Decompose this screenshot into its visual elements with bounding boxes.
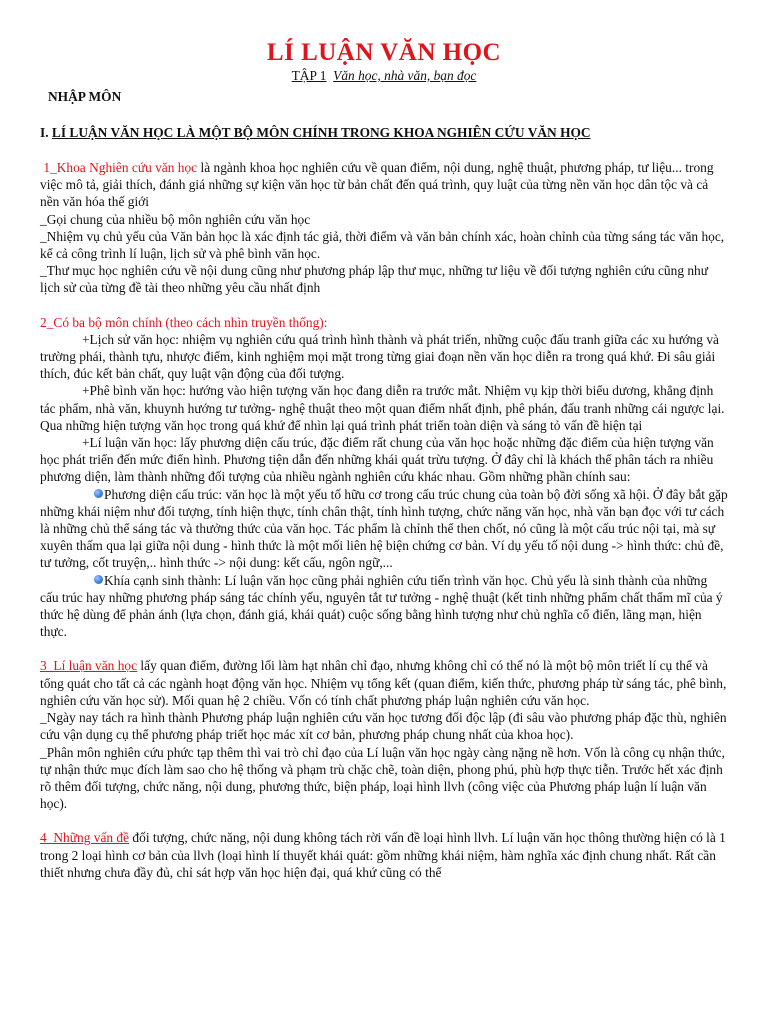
paragraph-4-lead: 4_Những vấn đề (40, 830, 130, 846)
intro-heading: NHẬP MÔN (48, 89, 122, 104)
section-1-title: LÍ LUẬN VĂN HỌC LÀ MỘT BỘ MÔN CHÍNH TRONG KHOA NGHIÊN CỨU VĂN HỌC (51, 125, 591, 140)
paragraph-2-history: +Lịch sử văn học: nhiệm vụ nghiên cứu quá trình hình thành và phát triển, những cuộc đấu tranh giữa các xu hướng và trường phái, thành tựu, nhược điểm, kinh nghiệm mọi mặt trong từng giai đoạn nền văn học diễn ra trong quá khứ. Đi sâu giải thích, đúc kết bản chất, quy luật vận động của đối tượng. (40, 331, 719, 382)
paragraph-1-line-3: _Nhiệm vụ chủ yếu của Văn bản học là xác định tác giả, thời điểm và văn bản chính xác, hoàn chỉnh của từng sáng tác văn học, kể cả công trình lí luận, lịch sử và phê bình văn học. (40, 228, 725, 262)
paragraph-4-main (40, 829, 728, 881)
paragraph-1-main (40, 159, 728, 211)
subtitle-topic: Văn học, nhà văn, bạn đọc (333, 68, 477, 83)
paragraph-3-line-2: _Ngày nay tách ra hình thành Phương pháp luận nghiên cứu văn học tương đối độc lập (đi sâu vào phương pháp đặc thù, nghiên cứu vận dụng cụ thể phương pháp triết học mác xít cơ bản, phương pháp chung nhất của khoa học). (40, 710, 727, 743)
paragraph-4-text: đối tượng, chức năng, nội dung không tách rời vấn đề loại hình llvh. Lí luận văn học thông thường hiện có là 1 trong 2 loại hình cơ bản của llvh (loại hình lí thuyết khái quát: gồm những khái niệm, hàm nghĩa xác định chung nhất. Rất cần thiết nhưng chưa đầy đủ, chỉ sát hợp văn học hiện đại, quá khứ cũng có thể (40, 830, 726, 880)
paragraph-4 (40, 829, 728, 881)
paragraph-1-line-4: _Thư mục học nghiên cứu về nội dung cũng như phương pháp lập thư mục, những tư liệu về đối tượng nghiên cứu cũng như lịch sử của từng đề tài theo những yêu cầu nhất định (40, 263, 709, 296)
paragraph-1 (40, 159, 728, 297)
subtitle-volume: TẬP 1 (291, 68, 327, 83)
paragraph-3-main (40, 657, 728, 709)
bullet-2-text: Khía cạnh sinh thành: Lí luận văn học cũng phải nghiên cứu tiến trình văn học. Chủ yếu là sinh thành của những cấu trúc hay những phương pháp sáng tác chính yếu, nguyên tắt tư tưởng - nghệ thuật (kết tinh những phẩm chất thẩm mĩ của ý thức hệ dùng để phản ánh (lựa chọn, đánh giá, khái quát) cuộc sống bằng hình tượng như chủ nghĩa cổ điển, lãng mạn, hiện thực. (40, 572, 723, 640)
paragraph-2-theory: +Lí luận văn học: lấy phương diện cấu trúc, đặc điểm rất chung của văn học hoặc những đặc điểm của hiện tượng văn học phát triển đến mức điển hình. Phương tiện dẫn đến những khái quát trừu tượng. Ở đây chỉ là khách thể phân tách ra nhiều phương diện, làm thành những đối tượng của nhiều ngành nghiên cứu khác nhau. Gồm những phần chính sau: (40, 435, 714, 485)
document-title: LÍ LUẬN VĂN HỌC (266, 39, 502, 66)
paragraph-3-lead: 3_Lí luận văn học (40, 658, 138, 674)
paragraph-2 (40, 314, 728, 641)
paragraph-1-line-2: _Gọi chung của nhiều bộ môn nghiên cứu văn học (40, 211, 311, 227)
paragraph-1-text: là ngành khoa học nghiên cứu về quan điểm, nội dung, nghệ thuật, phương pháp, tư liệu... trong việc mô tả, giải thích, đánh giá những sự kiện văn học từ bản chất đến quá trình, quy luật của từng nền văn học dân tộc và cả nền văn hóa thế giới (40, 160, 714, 210)
section-1-number: I. (40, 125, 52, 140)
paragraph-3 (40, 657, 728, 812)
paragraph-2-bullet-1 (40, 486, 728, 572)
bullet-1-text: Phương diện cấu trúc: văn học là một yếu tố hữu cơ trong cấu trúc chung của toàn bộ đời sống xã hội. Ở đây bắt gặp những khái niệm như đối tượng, tính hiện thực, tính chân thật, tính hình tượng, chức năng văn học, nhà văn bạn đọc với tư cách là những chủ thể sáng tác và thưởng thức của văn học. Tác phẩm là chỉnh thể then chốt, nó cũng là một cấu trúc nội tại, mà sự xuyên thấm qua lại giữa nội dung - hình thức là một mối liên hệ biện chứng cơ bản. Ví dụ yếu tố nội dung -> hình thức: chủ đề, tư tưởng, cốt truyện,.. hình thức -> nội dung: kết cấu, ngôn ngữ,... (40, 486, 728, 571)
paragraph-2-criticism: +Phê bình văn học: hướng vào hiện tượng văn học đang diễn ra trước mắt. Nhiệm vụ kịp thời biểu dương, khẳng định tác phẩm, nhà văn, khuynh hướng tư tưởng- nghệ thuật theo một quan điểm nhất định, phê phán, đấu tranh những cái ngược lại. Qua những hiện tượng văn học trong quá khứ để nhìn lại quá trình phát triển toàn diện và sáng tỏ vấn đề hiện tại (40, 383, 725, 433)
paragraph-3-line-3: _Phân môn nghiên cứu phức tạp thêm thì vai trò chỉ đạo của Lí luận văn học ngày càng nặng nề hơn. Vốn là công cụ nhận thức, tự nhận thức mục đích làm sao cho hệ thống và phạm trù chặc chẽ, toàn diện, phong phú, phù hợp thực tiễn. Trước hết xác định rõ thêm đối tượng, chức năng, nội dung, phương thức, biện pháp, loại hình llvh (công việc của Phương pháp luận lí luận văn học). (40, 744, 725, 812)
paragraph-3-text: lấy quan điểm, đường lối làm hạt nhân chỉ đạo, nhưng không chỉ có thế nó là một bộ môn triết lí cụ thể và tổng quát cho tất cả các ngành hoạt động văn học. Nhiệm vụ tổng kết (quan điểm, kiến thức, phương pháp từ sáng tác, phê bình, nghiên cứu văn học sử). Mối quan hệ 2 chiều. Vốn có tính chất phương pháp luận nghiên cứu văn học. (40, 658, 727, 708)
blue-circle-bullet-icon (94, 489, 103, 498)
blue-circle-bullet-icon (94, 575, 103, 584)
document-subtitle (40, 68, 728, 84)
paragraph-2-bullet-2 (40, 572, 728, 641)
section-1-heading (40, 124, 728, 142)
paragraph-2-lead: 2_Có ba bộ môn chính (theo cách nhìn truyền thống): (40, 314, 328, 330)
paragraph-1-lead: 1_Khoa Nghiên cứu văn học (43, 160, 198, 175)
